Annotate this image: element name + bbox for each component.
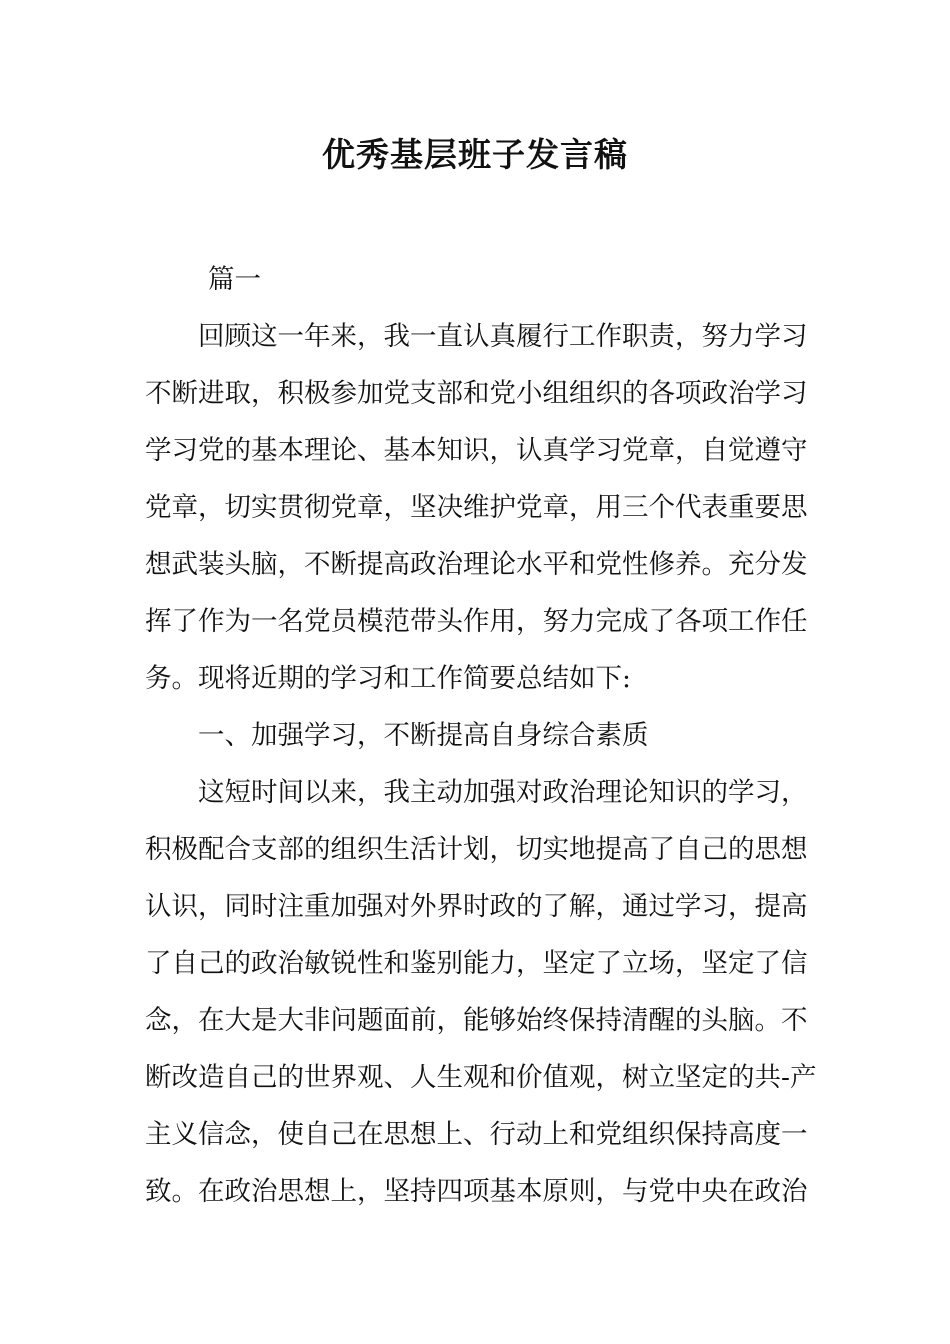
paragraph-1-line-6: 挥了作为一名党员模范带头作用，努力完成了各项工作任 [145,606,808,637]
paragraph-2-line-5: 念，在大是大非问题面前，能够始终保持清醒的头脑。不 [145,1005,808,1036]
paragraph-2-line-3: 认识，同时注重加强对外界时政的了解，通过学习，提高 [145,891,808,922]
paragraph-1-line-1: 回顾这一年来，我一直认真履行工作职责，努力学习 [198,321,808,352]
section-label: 篇一 [208,264,261,295]
paragraph-1-line-4: 党章，切实贯彻党章，坚决维护党章，用三个代表重要思 [145,492,808,523]
paragraph-1-line-7: 务。现将近期的学习和工作简要总结如下: [145,663,631,694]
paragraph-2-line-6: 断改造自己的世界观、人生观和价值观，树立坚定的共-产 [145,1062,817,1093]
paragraph-2-line-2: 积极配合支部的组织生活计划，切实地提高了自己的思想 [145,834,808,865]
paragraph-2-line-8: 致。在政治思想上，坚持四项基本原则，与党中央在政治 [145,1176,808,1207]
paragraph-2-line-7: 主义信念，使自己在思想上、行动上和党组织保持高度一 [145,1119,808,1150]
paragraph-1-line-2: 不断进取，积极参加党支部和党小组组织的各项政治学习 [145,378,808,409]
section-heading-1: 一、加强学习，不断提高自身综合素质 [198,720,649,751]
paragraph-2-line-1: 这短时间以来，我主动加强对政治理论知识的学习， [198,777,808,808]
paragraph-2-line-4: 了自己的政治敏锐性和鉴别能力，坚定了立场，坚定了信 [145,948,808,979]
paragraph-1-line-5: 想武装头脑，不断提高政治理论水平和党性修养。充分发 [145,549,808,580]
paragraph-1-line-3: 学习党的基本理论、基本知识，认真学习党章，自觉遵守 [145,435,808,466]
document-title: 优秀基层班子发言稿 [322,135,628,174]
